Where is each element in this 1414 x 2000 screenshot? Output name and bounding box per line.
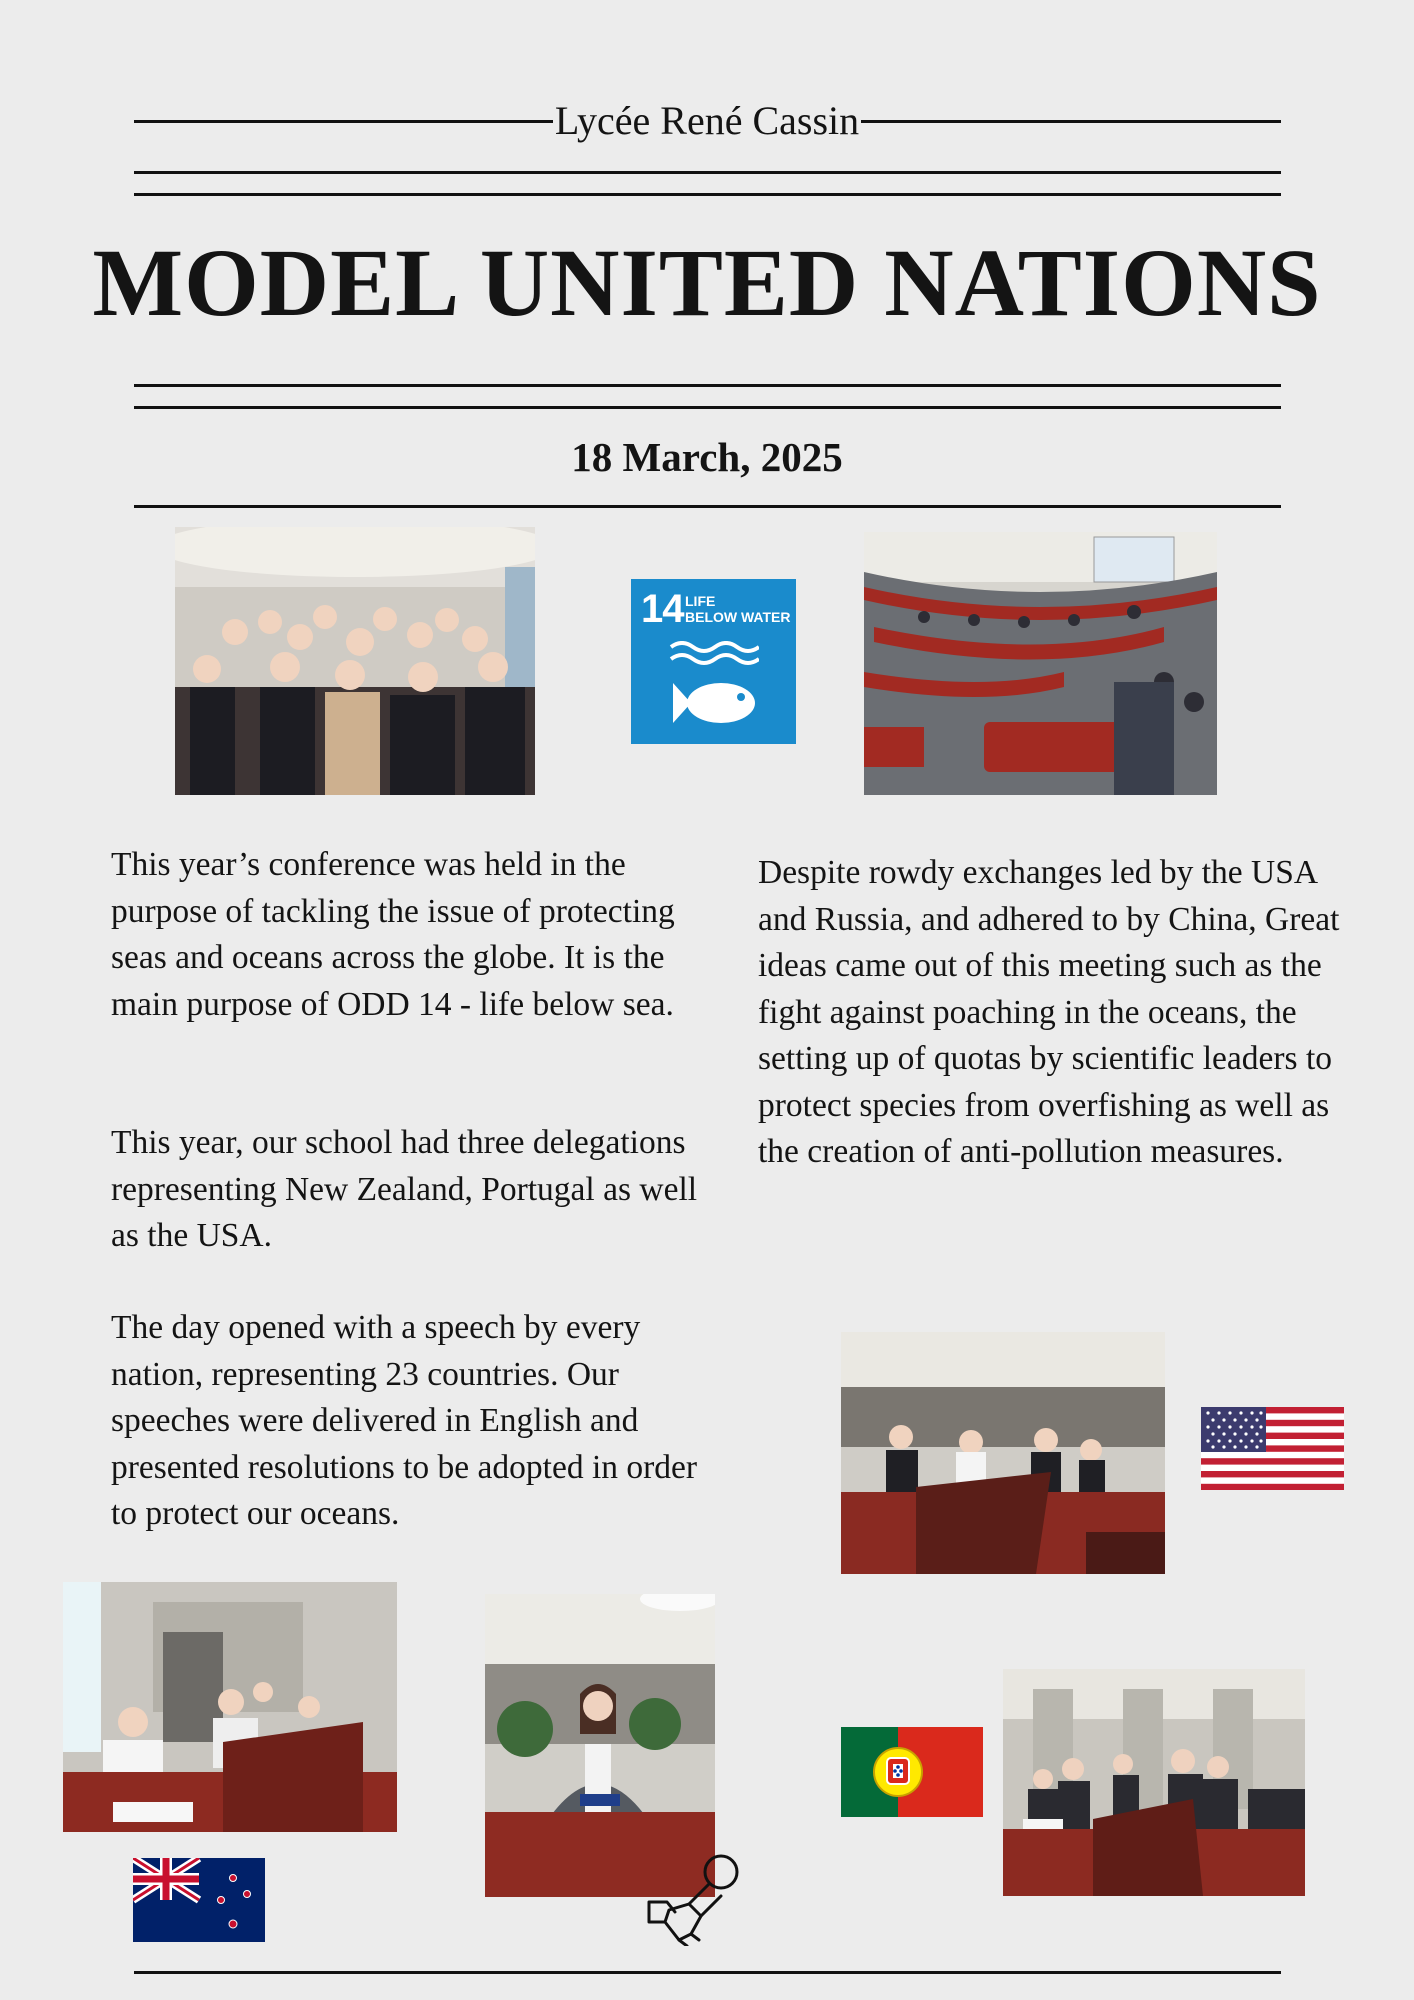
header-rule-2 [134, 193, 1281, 196]
school-name: Lycée René Cassin [554, 98, 860, 143]
sdg-number: 14 [641, 587, 684, 631]
left-paragraph-3: The day opened with a speech by every nation, representing 23 countries. Our speeches were delivered in English and presented resolutions to be adopted in order to protect our oceans. [111, 1309, 698, 1532]
group-photo [175, 527, 535, 795]
microphone-icon [645, 1850, 745, 1946]
header-rule-5 [134, 505, 1281, 508]
left-paragraph-2: This year, our school had three delegations representing New Zealand, Portugal as well as the USA. [111, 1124, 698, 1254]
nz-delegation-photo [63, 1582, 397, 1832]
usa-delegation-photo [841, 1332, 1165, 1574]
new-zealand-flag [133, 1858, 265, 1942]
header-rule-1 [134, 171, 1281, 174]
footer-rule [134, 1971, 1281, 1974]
portugal-delegation-photo [1003, 1669, 1305, 1896]
waves-icon [669, 641, 759, 675]
portugal-flag [841, 1727, 983, 1817]
usa-flag [1201, 1407, 1344, 1490]
page-title: MODEL UNITED NATIONS [92, 229, 1322, 336]
header-rule-3 [134, 384, 1281, 387]
header-rule-4 [134, 406, 1281, 409]
hemicycle-photo [864, 532, 1217, 795]
fish-icon [669, 675, 759, 731]
sdg-14-badge [631, 579, 796, 744]
sdg-label: LIFE BELOW WATER [685, 593, 791, 625]
left-paragraph-1: This year’s conference was held in the purpose of tackling the issue of protecting seas and oceans across the globe. It is the main purpose of ODD 14 - life below sea. [111, 846, 675, 1023]
right-paragraph-1: Despite rowdy exchanges led by the USA and Russia, and adhered to by China, Great ideas came out of this meeting such as the fight against poaching in the oceans, the setting up of quotas by scientific leaders to protect species from overfishing as well as the creation of anti-pollution measures. [758, 854, 1340, 1170]
publication-date: 18 March, 2025 [571, 434, 843, 480]
